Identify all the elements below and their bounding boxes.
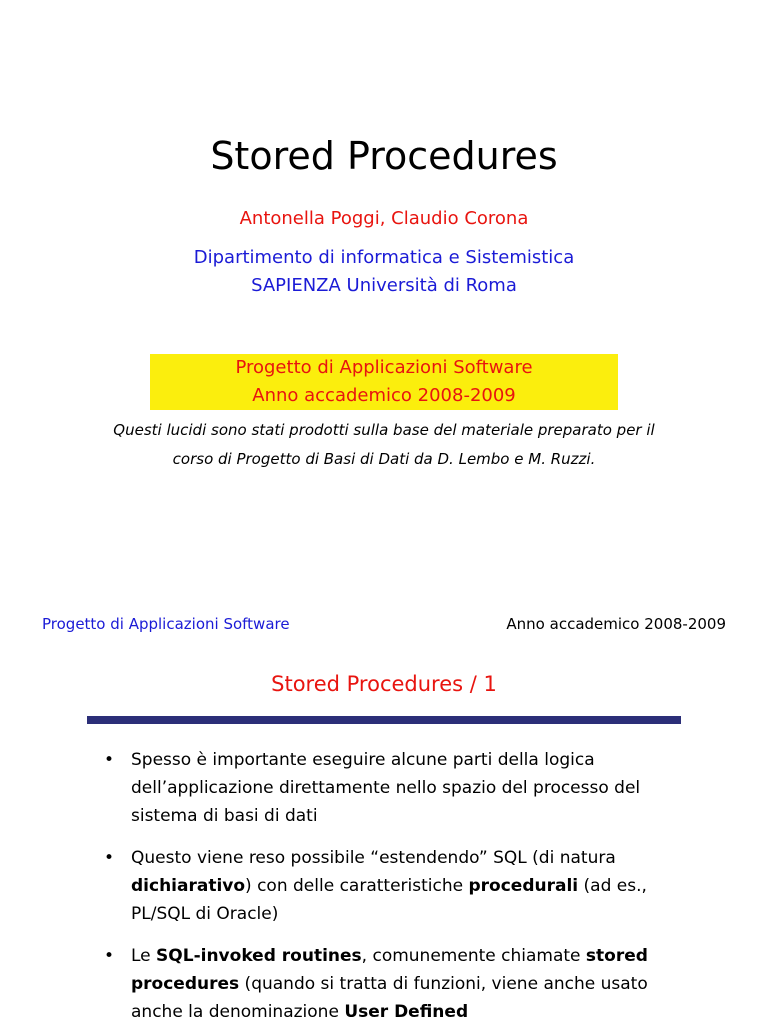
bullet-dot-icon: • xyxy=(104,848,115,868)
slide-title: Stored Procedures / 1 xyxy=(271,672,497,696)
credits-note-line2: corso di Progetto di Basi di Dati da D. Lembo e M. Ruzzi. xyxy=(172,450,596,468)
bullet-dot-icon: • xyxy=(104,946,115,966)
emphasis-procedurali: procedurali xyxy=(468,876,579,896)
academic-year: Anno accademico 2008-2009 xyxy=(252,385,516,406)
bullet-text: Le SQL-invoked routines, comunemente chiamate stored procedures (quando si tratta di funzioni, viene anche usato anche la denominazione User Defined xyxy=(131,946,648,1022)
affiliation-department: Dipartimento di informatica e Sistemistica xyxy=(193,247,575,268)
credits-note-line1: Questi lucidi sono stati prodotti sulla base del materiale preparato per il xyxy=(113,421,655,439)
document-title: Stored Procedures xyxy=(210,134,558,178)
slide-header-year: Anno accademico 2008-2009 xyxy=(506,615,726,633)
affiliation-university: SAPIENZA Università di Roma xyxy=(251,275,517,296)
bullet-item xyxy=(104,844,684,928)
bullet-item xyxy=(104,942,684,1026)
emphasis-sql-invoked-routines: SQL-invoked routines xyxy=(156,946,362,966)
emphasis-dichiarativo: dichiarativo xyxy=(131,876,246,896)
emphasis-stored-procedures: stored procedures xyxy=(131,946,648,994)
course-name: Progetto di Applicazioni Software xyxy=(235,357,533,378)
authors: Antonella Poggi, Claudio Corona xyxy=(239,208,529,229)
emphasis-user-defined: User Defined xyxy=(344,1002,469,1022)
bullet-dot-icon: • xyxy=(104,750,115,770)
bullet-text: Questo viene reso possibile “estendendo” SQL (di natura dichiarativo) con delle caratteristiche procedurali (ad es., PL/SQL di Oracle) xyxy=(131,848,647,924)
course-info-box xyxy=(150,354,618,410)
bullet-text: Spesso è importante eseguire alcune parti della logica dell’applicazione direttamente nello spazio del processo del sistema di basi di dati xyxy=(131,750,641,826)
bullet-item xyxy=(104,746,684,830)
title-rule xyxy=(87,716,681,724)
slide-header-course: Progetto di Applicazioni Software xyxy=(42,615,290,633)
